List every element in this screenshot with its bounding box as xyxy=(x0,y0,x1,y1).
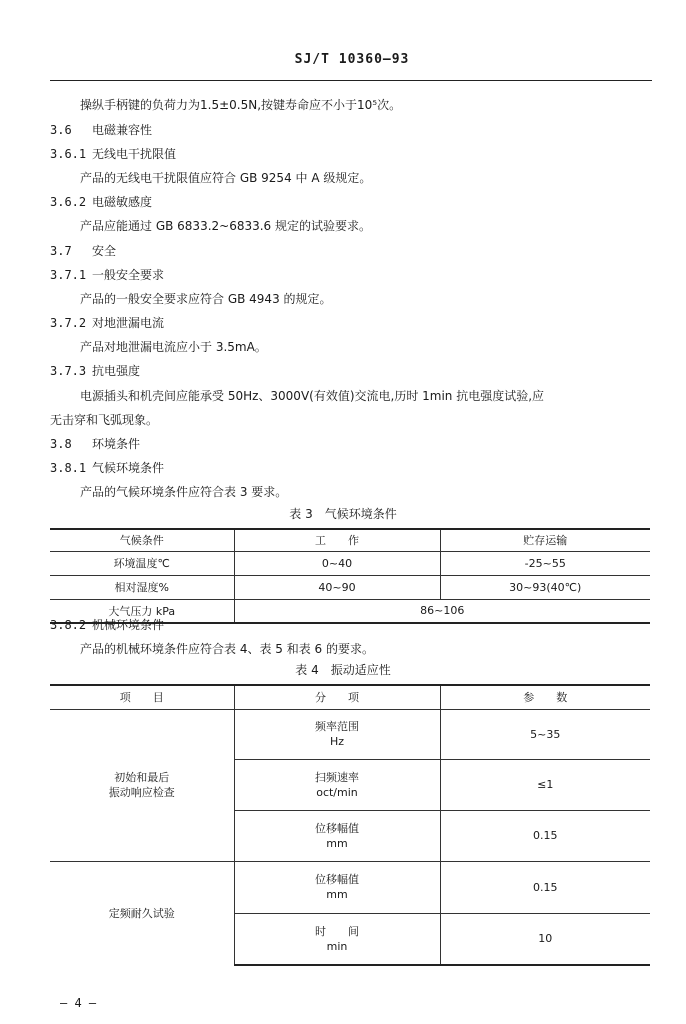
table-cell-subitem xyxy=(234,810,440,861)
table-cell-group-label xyxy=(50,709,234,861)
table-3-climate-conditions xyxy=(50,528,650,624)
section-3-7-2-heading xyxy=(50,315,164,331)
subitem-unit: Hz xyxy=(329,735,345,748)
section-3-8-heading xyxy=(50,436,140,452)
intro-paragraph: 操纵手柄键的负荷力为1.5±0.5N,按键寿命应不小于10⁵次。 xyxy=(80,98,402,112)
section-3-7-heading xyxy=(50,243,116,259)
section-number: 3.7.3 xyxy=(50,364,87,378)
subitem-name: 时 间 xyxy=(315,924,359,938)
section-number: 3.7.1 xyxy=(50,268,87,282)
group-label-line: 初始和最后 xyxy=(114,771,170,784)
paragraph-3-8-1: 产品的气候环境条件应符合表 3 要求。 xyxy=(80,485,288,499)
section-3-7-1-heading xyxy=(50,267,164,283)
document-code-header: SJ/T 10360—93 xyxy=(294,52,410,67)
table-cell: 相对湿度% xyxy=(50,575,234,599)
table-header-cell: 工 作 xyxy=(234,529,440,551)
section-title: 环境条件 xyxy=(92,437,141,451)
header-rule xyxy=(50,80,652,81)
subitem-name: 扫频速率 xyxy=(315,770,359,784)
section-number: 3.7.2 xyxy=(50,316,87,330)
table-3-header-row xyxy=(50,529,650,551)
section-number: 3.6.1 xyxy=(50,147,87,161)
section-number: 3.8.2 xyxy=(50,618,87,632)
section-title: 抗电强度 xyxy=(92,364,141,378)
table-cell: -25~55 xyxy=(440,551,650,575)
table-cell: 30~93(40℃) xyxy=(440,575,650,599)
table-cell-group-label: 定频耐久试验 xyxy=(50,861,234,965)
table-cell-subitem xyxy=(234,709,440,759)
table-4-vibration-adaptability xyxy=(50,684,650,966)
table-header-cell: 项 目 xyxy=(50,685,234,709)
subitem-name: 位移幅值 xyxy=(315,873,359,886)
table-cell-subitem xyxy=(234,861,440,913)
section-3-6-heading xyxy=(50,122,152,138)
paragraph-3-7-3-line2: 无击穿和飞弧现象。 xyxy=(50,413,159,427)
table-cell-value: 5~35 xyxy=(440,709,650,759)
section-title: 无线电干扰限值 xyxy=(92,147,177,161)
table-cell: 86~106 xyxy=(234,599,650,623)
section-title: 一般安全要求 xyxy=(92,268,165,282)
table-row xyxy=(50,551,650,575)
section-number: 3.7 xyxy=(50,244,72,258)
section-number: 3.8 xyxy=(50,437,72,451)
table-cell-subitem xyxy=(234,913,440,965)
paragraph-3-6-2: 产品应能通过 GB 6833.2~6833.6 规定的试验要求。 xyxy=(80,219,372,233)
section-number: 3.8.1 xyxy=(50,461,87,475)
table-cell: 0~40 xyxy=(234,551,440,575)
subitem-unit: oct/min xyxy=(316,785,358,799)
subitem-unit: mm xyxy=(326,836,348,850)
table-4-header-row xyxy=(50,685,650,709)
paragraph-3-6-1: 产品的无线电干扰限值应符合 GB 9254 中 A 级规定。 xyxy=(80,171,372,185)
section-title: 电磁兼容性 xyxy=(92,123,153,137)
section-3-6-1-heading xyxy=(50,146,176,162)
section-title: 安全 xyxy=(92,244,117,258)
subitem-name: 频率范围 xyxy=(315,720,359,733)
table-cell: 40~90 xyxy=(234,575,440,599)
table-cell-value: 0.15 xyxy=(440,810,650,861)
group-label-line: 振动响应检查 xyxy=(108,786,175,799)
table-header-cell: 贮存运输 xyxy=(440,529,650,551)
paragraph-3-7-2: 产品对地泄漏电流应小于 3.5mA。 xyxy=(80,340,267,354)
table-header-cell: 分 项 xyxy=(234,685,440,709)
section-3-8-2-heading xyxy=(50,617,164,633)
section-title: 电磁敏感度 xyxy=(92,195,153,209)
table-4-caption: 表 4 振动适应性 xyxy=(295,663,391,677)
section-3-7-3-heading xyxy=(50,363,140,379)
section-title: 气候环境条件 xyxy=(92,461,165,475)
section-title: 机械环境条件 xyxy=(92,618,165,632)
table-cell: 环境温度℃ xyxy=(50,551,234,575)
table-header-cell: 参 数 xyxy=(440,685,650,709)
table-cell-value: 10 xyxy=(440,913,650,965)
table-3-caption: 表 3 气候环境条件 xyxy=(289,507,397,521)
table-cell: 大气压力 kPa xyxy=(50,599,234,623)
paragraph-3-8-2: 产品的机械环境条件应符合表 4、表 5 和表 6 的要求。 xyxy=(80,642,374,656)
table-row xyxy=(50,861,650,913)
table-cell-value: ≤1 xyxy=(440,759,650,810)
section-number: 3.6 xyxy=(50,123,72,137)
subitem-name: 位移幅值 xyxy=(315,821,359,835)
section-number: 3.6.2 xyxy=(50,195,87,209)
table-cell-value: 0.15 xyxy=(440,861,650,913)
subitem-unit: mm xyxy=(326,888,348,901)
table-header-cell: 气候条件 xyxy=(50,529,234,551)
table-cell-subitem xyxy=(234,759,440,810)
paragraph-3-7-1: 产品的一般安全要求应符合 GB 4943 的规定。 xyxy=(80,292,332,306)
table-row xyxy=(50,575,650,599)
section-3-6-2-heading xyxy=(50,194,152,210)
page-number: — 4 — xyxy=(60,996,97,1010)
section-title: 对地泄漏电流 xyxy=(92,316,165,330)
table-row xyxy=(50,709,650,759)
subitem-unit: min xyxy=(326,939,348,953)
section-3-8-1-heading xyxy=(50,460,164,476)
paragraph-3-7-3-line1: 电源插头和机壳间应能承受 50Hz、3000V(有效值)交流电,历时 1min 抗电强度试验,应 xyxy=(80,389,545,403)
